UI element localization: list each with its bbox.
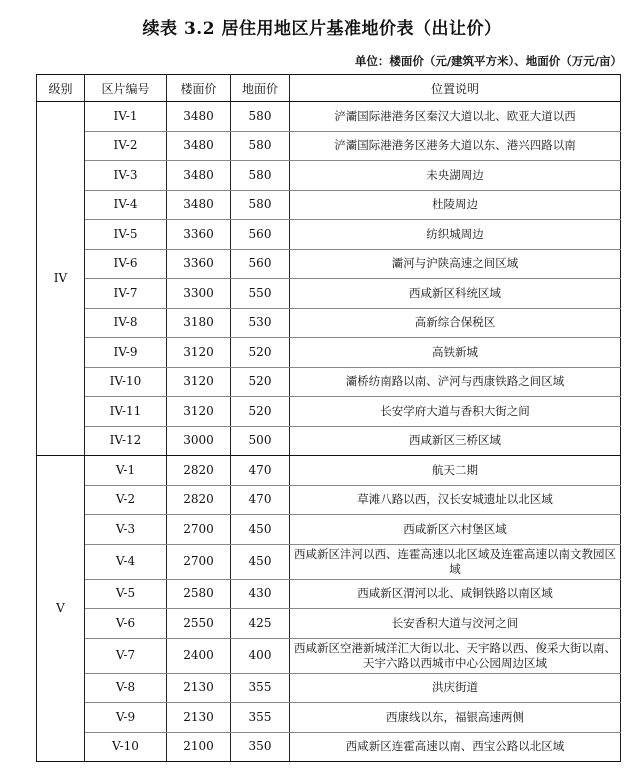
code-cell: IV-2 (85, 131, 167, 161)
floor-price-cell: 2700 (167, 515, 231, 545)
table-row (37, 131, 621, 161)
header-location-desc: 位置说明 (290, 75, 621, 102)
land-price-cell: 470 (231, 485, 290, 515)
location-desc-cell: 浐灞国际港港务区秦汉大道以北、欧亚大道以西 (290, 102, 621, 132)
table-row (37, 515, 621, 545)
table-row (37, 426, 621, 456)
location-desc-cell: 西咸新区三桥区域 (290, 426, 621, 456)
location-desc-cell: 草滩八路以西，汉长安城遗址以北区域 (290, 485, 621, 515)
table-row (37, 102, 621, 132)
land-price-cell: 355 (231, 673, 290, 703)
floor-price-cell: 2580 (167, 579, 231, 609)
code-cell: IV-9 (85, 338, 167, 368)
location-desc-cell: 航天二期 (290, 456, 621, 486)
location-desc-cell: 未央湖周边 (290, 161, 621, 191)
location-desc-cell: 浐灞国际港港务区港务大道以东、港兴四路以南 (290, 131, 621, 161)
location-desc-cell: 灞桥纺南路以南、浐河与西康铁路之间区域 (290, 367, 621, 397)
floor-price-cell: 2400 (167, 638, 231, 673)
code-cell: V-1 (85, 456, 167, 486)
floor-price-cell: 3300 (167, 279, 231, 309)
floor-price-cell: 2820 (167, 456, 231, 486)
code-cell: IV-3 (85, 161, 167, 191)
code-cell: V-2 (85, 485, 167, 515)
floor-price-cell: 3480 (167, 161, 231, 191)
header-code: 区片编号 (85, 75, 167, 102)
table-row (37, 397, 621, 427)
location-desc-cell: 西咸新区六村堡区域 (290, 515, 621, 545)
floor-price-cell: 2100 (167, 732, 231, 762)
code-cell: V-8 (85, 673, 167, 703)
location-desc-cell: 长安香积大道与洨河之间 (290, 609, 621, 639)
table-row (37, 308, 621, 338)
code-cell: IV-12 (85, 426, 167, 456)
level-cell: V (37, 456, 85, 762)
table-row (37, 456, 621, 486)
floor-price-cell: 3360 (167, 220, 231, 250)
floor-price-cell: 2700 (167, 544, 231, 579)
code-cell: IV-7 (85, 279, 167, 309)
table-row (37, 279, 621, 309)
land-price-cell: 450 (231, 515, 290, 545)
code-cell: IV-1 (85, 102, 167, 132)
floor-price-cell: 3480 (167, 190, 231, 220)
table-row (37, 638, 621, 673)
table-row (37, 220, 621, 250)
table-row (37, 579, 621, 609)
code-cell: V-4 (85, 544, 167, 579)
floor-price-cell: 3120 (167, 338, 231, 368)
floor-price-cell: 3120 (167, 367, 231, 397)
table-body (37, 102, 621, 762)
land-price-cell: 580 (231, 131, 290, 161)
code-cell: IV-5 (85, 220, 167, 250)
location-desc-cell: 高铁新城 (290, 338, 621, 368)
land-price-cell: 355 (231, 703, 290, 733)
unit-note: 单位：楼面价（元/建筑平方米）、地面价（万元/亩） (354, 54, 622, 68)
table-row (37, 249, 621, 279)
code-cell: V-6 (85, 609, 167, 639)
land-price-cell: 400 (231, 638, 290, 673)
land-price-cell: 560 (231, 249, 290, 279)
code-cell: IV-10 (85, 367, 167, 397)
floor-price-cell: 3480 (167, 102, 231, 132)
table-row (37, 703, 621, 733)
code-cell: IV-6 (85, 249, 167, 279)
land-price-cell: 470 (231, 456, 290, 486)
location-desc-cell: 西咸新区沣河以西、连霍高速以北区域及连霍高速以南文教园区域 (290, 544, 621, 579)
header-floor-price: 楼面价 (167, 75, 231, 102)
land-price-cell: 560 (231, 220, 290, 250)
land-price-cell: 520 (231, 367, 290, 397)
location-desc-cell: 西咸新区渭河以北、咸铜铁路以南区域 (290, 579, 621, 609)
header-level: 级别 (37, 75, 85, 102)
land-price-cell: 425 (231, 609, 290, 639)
land-price-cell: 580 (231, 102, 290, 132)
code-cell: IV-4 (85, 190, 167, 220)
floor-price-cell: 2820 (167, 485, 231, 515)
land-price-cell: 450 (231, 544, 290, 579)
land-price-cell: 580 (231, 161, 290, 191)
code-cell: V-9 (85, 703, 167, 733)
table-row (37, 338, 621, 368)
land-price-cell: 520 (231, 338, 290, 368)
code-cell: IV-8 (85, 308, 167, 338)
location-desc-cell: 西咸新区科统区域 (290, 279, 621, 309)
table-row (37, 673, 621, 703)
code-cell: V-5 (85, 579, 167, 609)
land-price-cell: 520 (231, 397, 290, 427)
land-price-cell: 430 (231, 579, 290, 609)
land-price-cell: 530 (231, 308, 290, 338)
location-desc-cell: 西咸新区连霍高速以南、西宝公路以北区域 (290, 732, 621, 762)
location-desc-cell: 长安学府大道与香积大街之间 (290, 397, 621, 427)
location-desc-cell: 灞河与沪陕高速之间区域 (290, 249, 621, 279)
land-price-cell: 580 (231, 190, 290, 220)
code-cell: V-3 (85, 515, 167, 545)
location-desc-cell: 西咸新区空港新城洋汇大街以北、天宇路以西、俊采大街以南、天宇六路以西城市中心公园周边区域 (290, 638, 621, 673)
location-desc-cell: 洪庆街道 (290, 673, 621, 703)
table-row (37, 367, 621, 397)
code-cell: IV-11 (85, 397, 167, 427)
floor-price-cell: 2130 (167, 673, 231, 703)
code-cell: V-10 (85, 732, 167, 762)
table-row (37, 609, 621, 639)
location-desc-cell: 纺织城周边 (290, 220, 621, 250)
code-cell: V-7 (85, 638, 167, 673)
floor-price-cell: 3360 (167, 249, 231, 279)
level-cell: IV (37, 102, 85, 456)
floor-price-cell: 3120 (167, 397, 231, 427)
land-price-table (36, 74, 621, 762)
table-row (37, 485, 621, 515)
location-desc-cell: 高新综合保税区 (290, 308, 621, 338)
floor-price-cell: 2550 (167, 609, 231, 639)
land-price-cell: 500 (231, 426, 290, 456)
table-row (37, 544, 621, 579)
land-price-cell: 350 (231, 732, 290, 762)
location-desc-cell: 杜陵周边 (290, 190, 621, 220)
table-title: 续表 3.2 居住用地区片基准地价表（出让价） (142, 19, 502, 39)
floor-price-cell: 2130 (167, 703, 231, 733)
floor-price-cell: 3000 (167, 426, 231, 456)
floor-price-cell: 3480 (167, 131, 231, 161)
land-price-cell: 550 (231, 279, 290, 309)
location-desc-cell: 西康线以东，福银高速两侧 (290, 703, 621, 733)
table-row (37, 161, 621, 191)
header-land-price: 地面价 (231, 75, 290, 102)
table-row (37, 190, 621, 220)
header-row (37, 75, 621, 102)
floor-price-cell: 3180 (167, 308, 231, 338)
table-row (37, 732, 621, 762)
